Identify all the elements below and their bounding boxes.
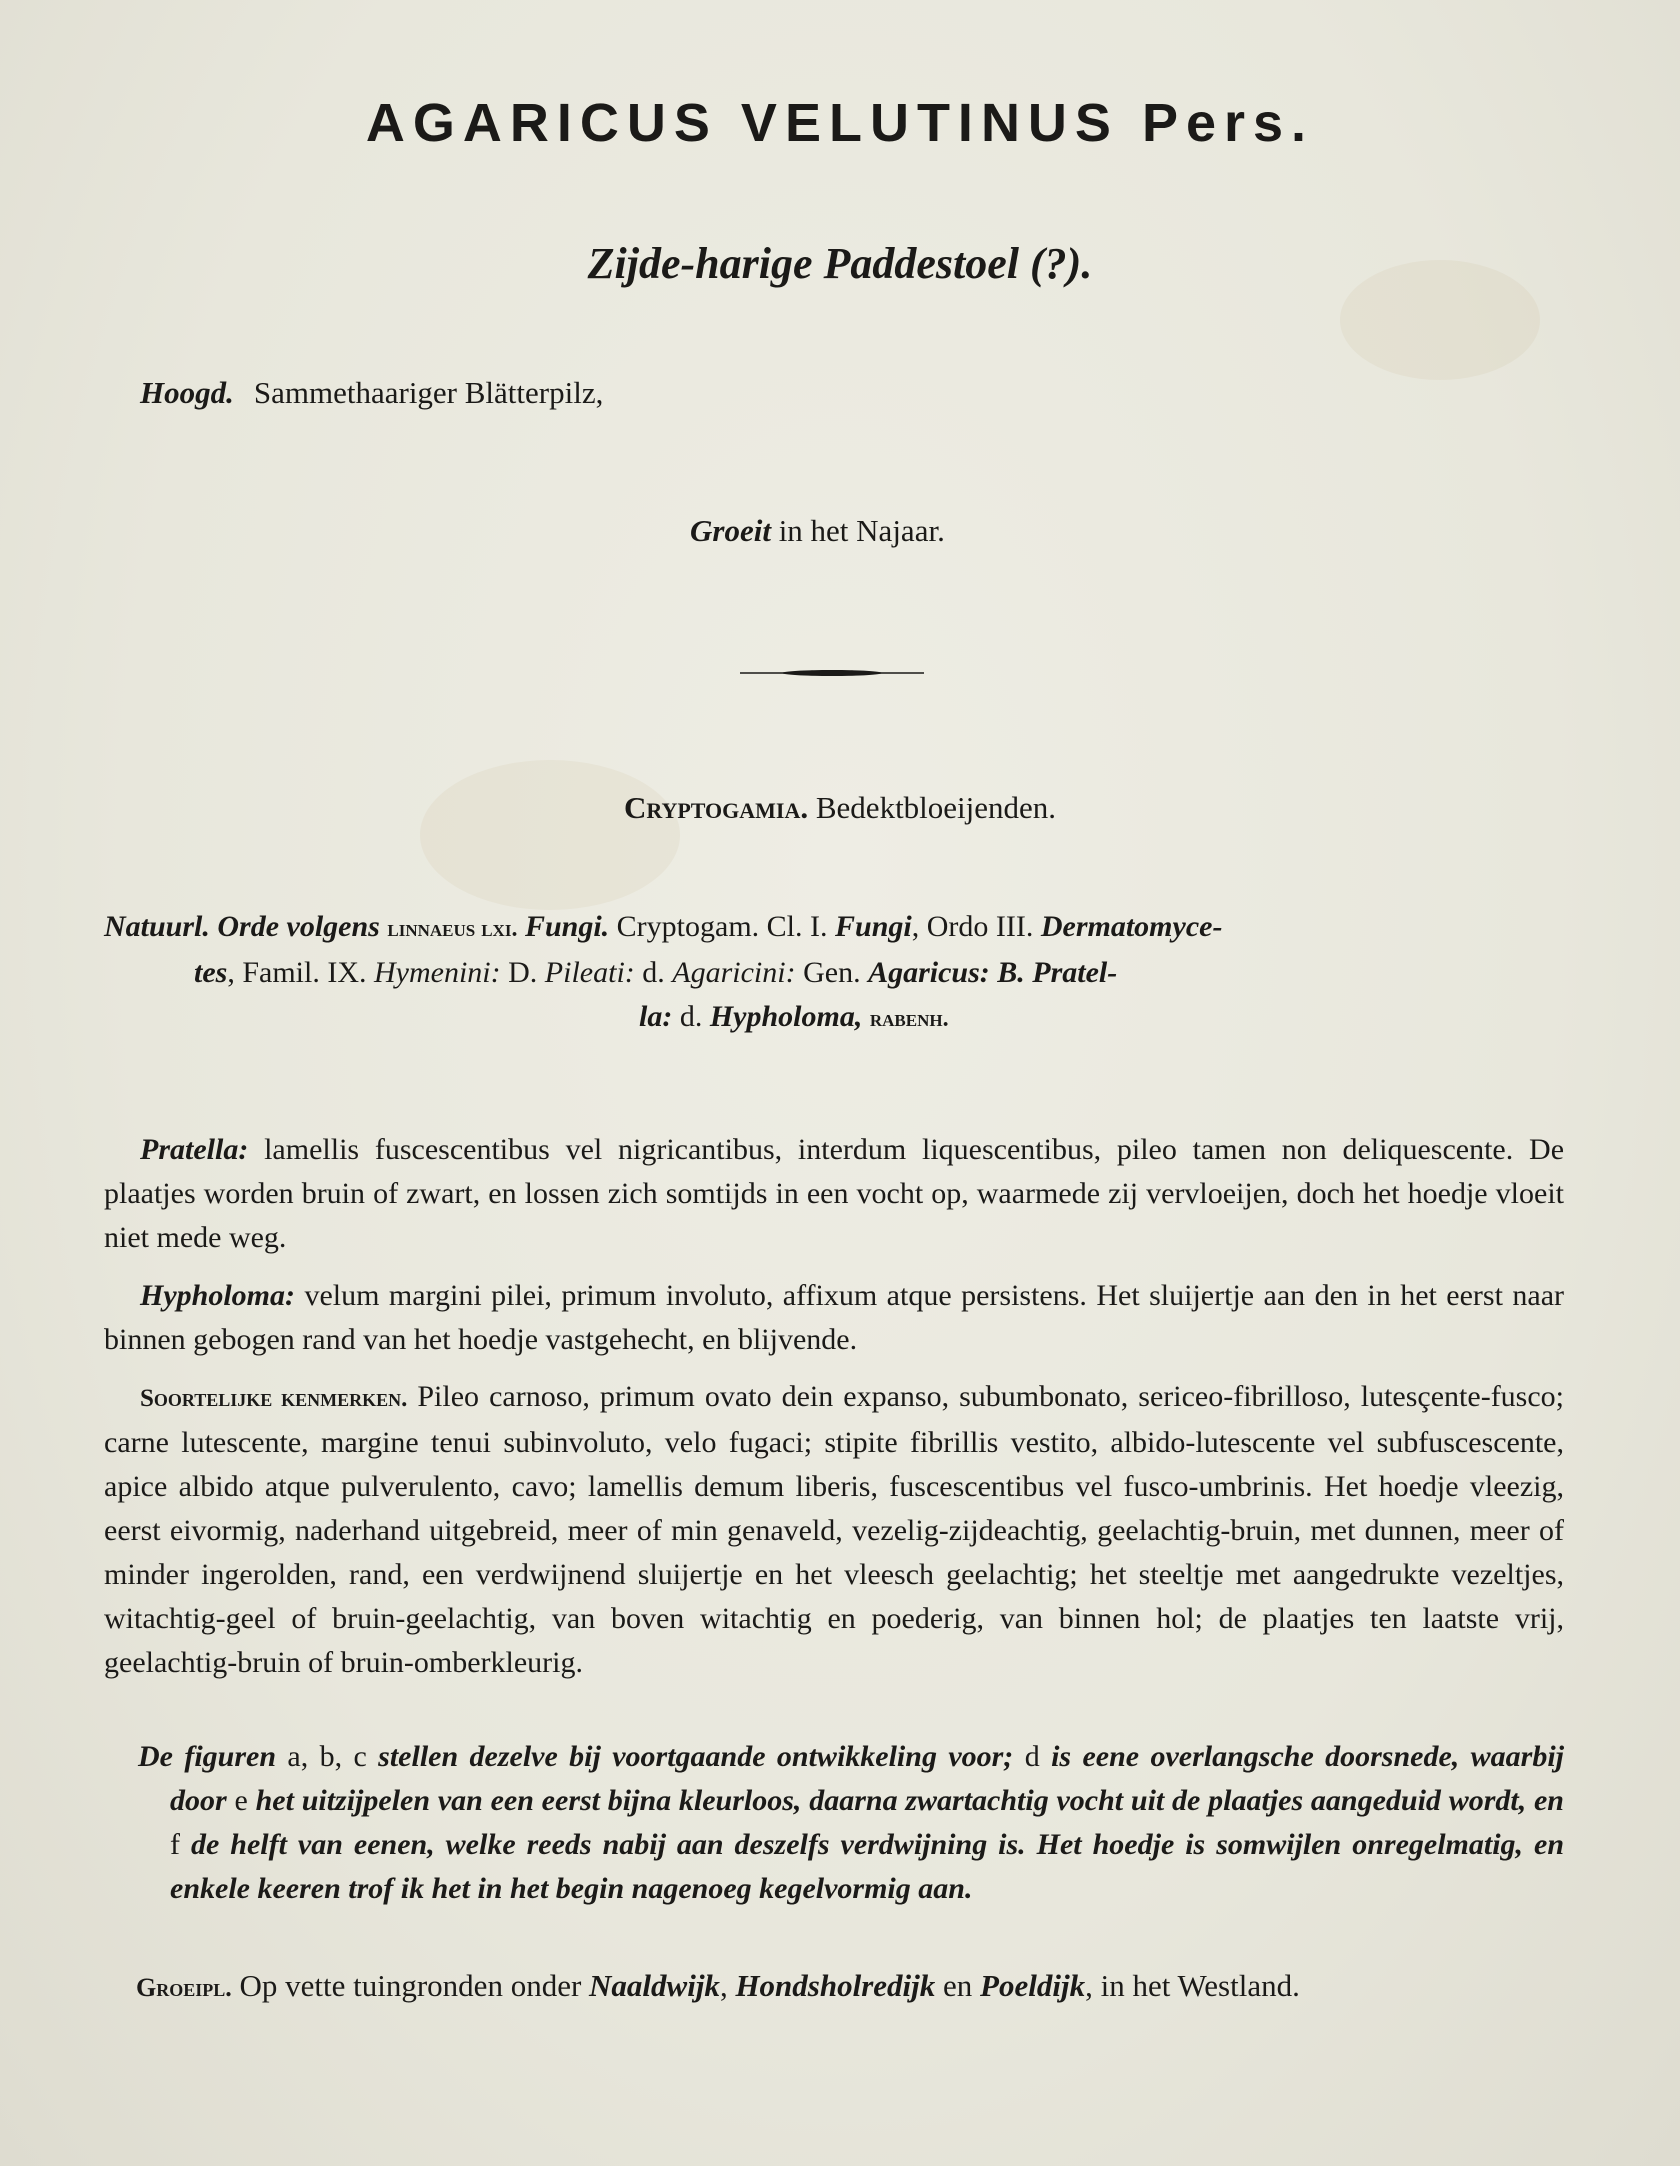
figures-paragraph (138, 1735, 1565, 1911)
taxon-gen: Gen. (803, 956, 861, 989)
natural-order-line-1 (104, 910, 1222, 943)
taxon-fungi: Fungi. (524, 910, 610, 943)
taxon-family: , Famil. IX. (227, 956, 367, 989)
species-characteristics-paragraph (104, 1375, 1564, 1685)
classification-label: Cryptogamia. (623, 790, 809, 825)
taxon-agaricini: Agaricini: (672, 956, 796, 989)
figures-text-5: de helft van eenen, welke reeds nabij aan deszelfs verdwijning is. Het hoedje is somwijlen onregelmatig, en enkele keeren trof ik het in het begin nagenoeg kegelvormig aan. (170, 1828, 1565, 1905)
season-text: in het Najaar. (778, 513, 945, 548)
growth-place-line (136, 1968, 1300, 2004)
season-label: Groeit (690, 513, 771, 548)
natural-order-line-2 (104, 951, 1564, 995)
taxon-dermatomycetes-end: tes (194, 956, 228, 989)
figures-text-4: het uitzijpelen van een eerst bijna kleurloos, daarna zwartachtig vocht uit de plaatjes aangeduid wordt, en (255, 1784, 1564, 1817)
natural-order-line-3 (104, 995, 1564, 1041)
linnaeus-ref: linnaeus lxi. (387, 916, 518, 942)
place-poeldijk: Poeldijk (980, 1968, 1086, 2003)
growth-place-and: en (943, 1968, 973, 2003)
natural-order-paragraph (104, 905, 1564, 1041)
rabenh-ref: rabenh. (869, 1006, 949, 1032)
taxon-class: Cryptogam. Cl. I. (616, 910, 828, 943)
pratella-text: lamellis fuscescentibus vel nigricantibus, interdum liquescentibus, pileo tamen non deliquescente. De plaatjes worden bruin of zwart, en lossen zich somtijds in een vocht op, waarmede zij vervloeijen, doch het hoedje vloeit niet mede weg. (104, 1133, 1565, 1254)
growth-place-comma: , (719, 1968, 728, 2003)
taxon-pileati: Pileati: (544, 956, 635, 989)
taxon-agaricus: Agaricus: B. Pratel- (868, 956, 1118, 989)
classification-heading (0, 790, 1680, 826)
figure-letter-e: e (234, 1784, 248, 1817)
natural-order-label: Natuurl. Orde volgens (104, 910, 380, 943)
ornament-rule (740, 668, 924, 678)
taxon-hypholoma: Hypholoma, (709, 1000, 863, 1033)
hypholoma-text: velum margini pilei, primum involuto, affixum atque persistens. Het sluijertje aan den in het eerst naar binnen gebogen rand van het hoedje vastgehecht, en blijvende. (104, 1279, 1564, 1356)
season-line (690, 513, 945, 549)
german-name-line (140, 375, 603, 411)
pratella-paragraph (104, 1128, 1564, 1260)
hypholoma-paragraph (104, 1274, 1564, 1362)
paper-stain (420, 760, 680, 910)
place-hondsholredijk: Hondsholredijk (735, 1968, 936, 2003)
place-naaldwijk: Naaldwijk (589, 1968, 720, 2003)
species-characteristics-lead: Soortelijke kenmerken. (140, 1385, 408, 1412)
classification-text: Bedektbloeijenden. (815, 790, 1057, 825)
taxon-fungi-2: Fungi (835, 910, 912, 943)
taxon-d-lower: d. (642, 956, 665, 989)
species-characteristics-text: Pileo carnoso, primum ovato dein expanso, subumbonato, sericeo-fibrilloso, lutesçente-fusco; carne lutescente, margine tenui subinvoluto, velo fugaci; stipite fibrillis vestito, albido-lutescente vel subfuscescente, apice albido atque pulverulento, cavo; lamellis demum liberis, fuscescentibus vel fusco-umbrinis. Het hoedje vleezig, eerst eivormig, naderhand uitgebreid, meer of min genaveld, vezelig-zijdeachtig, geelachtig-bruin, met dunnen, meer of minder ingerolden, rand, een verdwijnend sluijertje en het vleesch geelachtig; het steeltje met aangedrukte vezeltjes, witachtig-geel of bruin-geelachtig, van boven witachtig en poederig, van binnen hol; de plaatjes ten laatste vrij, geelachtig-bruin of bruin-omberkleurig. (104, 1380, 1565, 1679)
taxon-d-subgen: d. (679, 1000, 703, 1033)
figure-letter-f: f (170, 1828, 180, 1861)
figures-text-3: is eene overlangsche doorsnede, waarbij door (170, 1740, 1565, 1817)
taxon-pratella-end: la: (639, 1000, 673, 1033)
growth-place-text-end: , in het Westland. (1085, 1968, 1300, 2003)
taxon-dermatomycetes: Dermatomyce- (1040, 910, 1223, 943)
german-name-text: Sammethaariger Blätterpilz, (253, 375, 604, 410)
growth-place-text-1: Op vette tuingronden onder (239, 1968, 582, 2003)
figure-letter-d: d (1024, 1740, 1040, 1773)
figures-text-2: stellen dezelve bij voortgaande ontwikkeling voor; (378, 1740, 1014, 1773)
growth-place-label: Groeipl. (136, 1973, 232, 2002)
pratella-lead: Pratella: (140, 1133, 249, 1166)
taxon-hymenini: Hymenini: (374, 956, 501, 989)
page-subtitle: Zijde-harige Paddestoel (?). (587, 239, 1093, 288)
taxon-order: , Ordo III. (911, 910, 1034, 943)
figures-text-1: De figuren (138, 1740, 277, 1773)
hypholoma-lead: Hypholoma: (140, 1279, 295, 1312)
figure-letters-abc: a, b, c (287, 1740, 367, 1773)
page-title: AGARICUS VELUTINUS Pers. (365, 93, 1315, 153)
taxon-d-upper: D. (508, 956, 538, 989)
german-name-label: Hoogd. (140, 375, 234, 410)
